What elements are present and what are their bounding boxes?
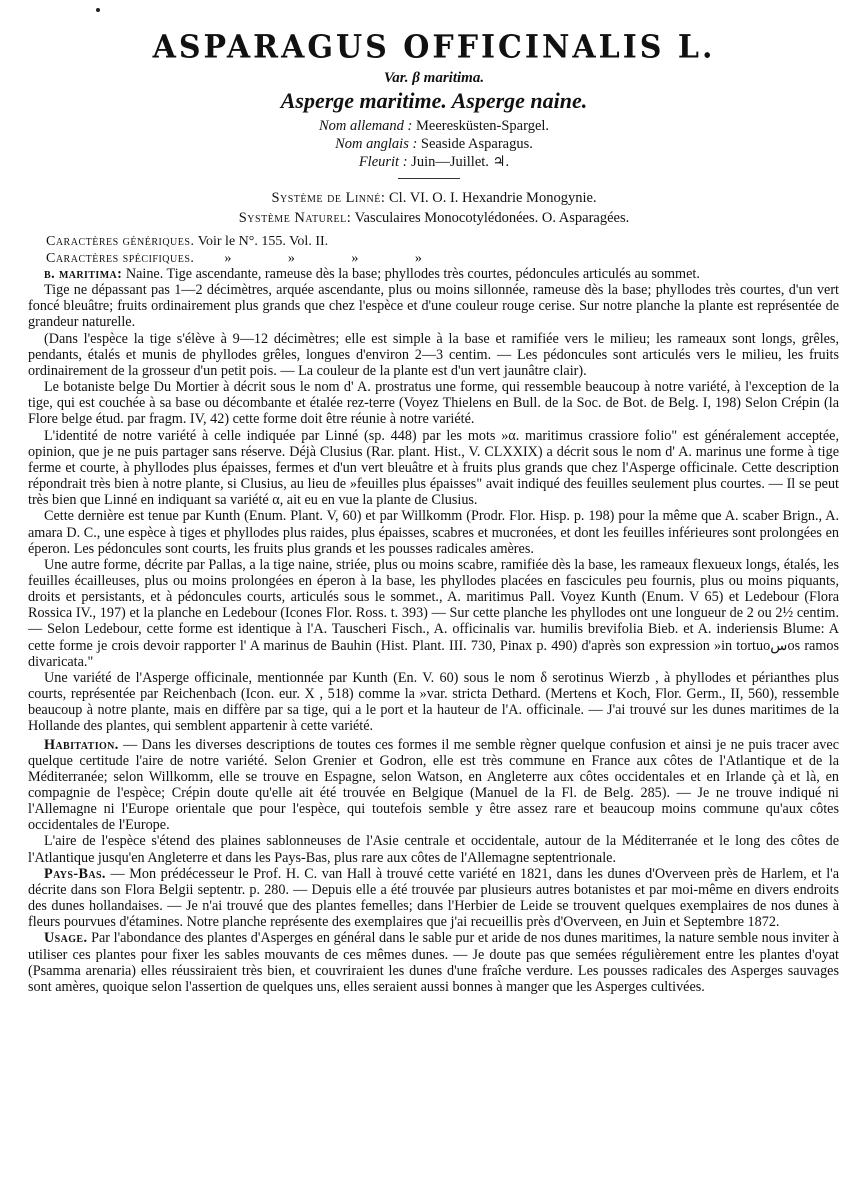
paragraph-range: L'aire de l'espèce s'étend des plaines sablonneuses de l'Asie centrale et occidentale, autour de la Méditerranée et le long des côtes de l'Atlantique jusqu'en Angleterre et dans les Pays-Bas, plus rare aux côtes de l'Allemagne septentrionale. — [28, 833, 839, 866]
generic-value: Voir le N°. 155. Vol. II. — [197, 234, 329, 249]
paragraph-species-note: (Dans l'espèce la tige s'élève à 9—12 décimètres; elle est simple à la base et ramifiée vers le milieu; les rameaux sont longs, grêles, pendants, étalés et munis de phyllodes grêles, longues d'environ 2—3 centim. — Les pédoncules sont articulés vers le milieu, les fruits ordinairement de la grosseur d'un petit pois. — La couleur de la plante est d'un vert jaunâtre clair). — [28, 330, 839, 379]
english-name-line — [0, 136, 868, 153]
flowering-value: Juin—Juillet. ♃. — [411, 154, 510, 170]
paragraph-usage — [28, 930, 839, 995]
paragraph-text: Naine. Tige ascendante, rameuse dès la base; phyllodes très courtes, pédoncules articulés au sommet. — [125, 266, 700, 282]
paragraph-linne: L'identité de notre variété à celle indiquée par Linné (sp. 448) par les mots »α. maritimus crassiore folio" est généralement acceptée, opinion, que je ne puis partager sans réserve. Déjà Clusius (Rar. plant. Hist., V. CLXXIX) a décrit sous le nom d' A. marinus une forme à tige ferme et courte, à phyllodes plus épaisses, fermes et d'un vert bleuâtre et à fruits plus grands que chez l'Asperge officinale. Cette description répondrait très bien à notre plante, si Clusius, au lieu de »feuilles plus épaisses" avait indiqué des feuilles seulement plus courtes. — Il se peut très bien que Linné en indiquant sa variété α, ait eu en vue la plante de Clusius. — [28, 427, 839, 509]
ditto-mark: » — [351, 251, 359, 266]
flowering-label: Fleurit : — [358, 154, 408, 170]
paragraph-label: Pays-Bas. — [44, 865, 106, 882]
page-mark — [96, 8, 100, 12]
specific-characters-line — [46, 251, 448, 267]
paragraph-habitation — [28, 737, 839, 834]
divider — [398, 178, 460, 179]
german-name-line — [0, 118, 868, 135]
linne-label: Système de Linné: — [271, 190, 386, 206]
paragraph-du-mortier: Le botaniste belge Du Mortier à décrit sous le nom d' A. prostratus une forme, qui ressemble beaucoup à notre variété, à l'exception de la tige, qui est couchée à sa base ou décombante et étalée rez-terre (Voyez Thielens en Bull. de la Soc. de Bot. de Belg. I, 198) Selon Crépin (la Flore belge étud. par fragm. IV, 42) cette forme doit être réunie à notre variété. — [28, 379, 839, 428]
paragraph-text: — Dans les diverses descriptions de toutes ces formes il me semble règner quelque confusion et ainsi je ne puis tracer avec quelque certitude l'aire de notre variété. Selon Grenier et Godron, elle est très commune en France aux côtes de l'Atlantique et de la Méditerranée; selon Willkomm, elle se trouve en Espagne, selon Watson, en Angleterre aux côtes occidentales et en Irlande çà et là, en compagnie de l'espèce; Crépin doute qu'elle ait été trouvée en Belgique (Manuel de la Fl. de Belg. 285). — Je ne trouve indiqué ni l'Allemagne ni l'Europe orientale que pour l'espèce, qui toutefois semble y être assez rare et beaucoup moins commune qu'aux côtes occidentales de l'Europe. — [28, 736, 839, 834]
paragraph-kunth: Cette dernière est tenue par Kunth (Enum. Plant. V, 60) et par Willkomm (Prodr. Flor. Hisp. p. 198) pour la même que A. scaber Brign., A. amara D. C., une espèce à tiges et phyllodes plus raides, plus épaisses, scabres et mucronées, et dont les feuilles inférieures sont prolongées en éperon. Les pédoncules sont courts, les fruits plus grands et les pousses radicales amères. — [28, 508, 839, 557]
specific-label: Caractères spécifiques. — [46, 251, 195, 266]
english-label: Nom anglais : — [335, 136, 418, 152]
naturel-label: Système Naturel: — [238, 210, 352, 226]
common-names: Asperge maritime. Asperge naine. — [280, 88, 588, 113]
paragraph-description: Tige ne dépassant pas 1—2 décimètres, arquée ascendante, plus ou moins sillonnée, rameuse dès la base; phyllodes très courtes, d'un vert foncé bleuâtre; fruits ordinairement plus grands que chez l'espèce et d'une couleur rouge cerise. Sur notre planche la plante est représentée de grandeur naturelle. — [28, 282, 839, 331]
german-label: Nom allemand : — [318, 118, 413, 134]
ditto-mark: » — [224, 251, 232, 266]
paragraph-pallas: Une autre forme, décrite par Pallas, a la tige naine, striée, plus ou moins scabre, ramifiée dès la base, les rameaux flexueux longs, étalés, les feuilles écailleuses, plus ou moins prolongées en éperon à la base, les phyllodes placées en fascicules peu fournis, plus ou moins piquants, droits et persistants, et à pédoncules courts, articulés sous le sommet., A. maritimus Pall. Voyez Kunth (Enum. V 65) et Ledebour (Flora Rossica IV., 197) et la planche en Ledebour (Icones Flor. Ross. t. 393) — Sur cette planche les phyllodes ont une longueur de 2 ou 2½ centim. — Selon Ledebour, cette forme est identique à l'A. Tauscheri Fisch., A. officinalis var. humilis brevifolia Bieb. et A. inderiensis Blume: A cette forme je crois devoir rapporter l' A marinus de Bauhin (Hist. Plant. III. 730, Pinax p. 490) d'après son expression »in tortuoسos ramos divaricata." — [28, 556, 839, 670]
german-value: Meeresküsten-Spargel. — [416, 118, 550, 134]
linne-system-line — [0, 190, 868, 207]
generic-characters-line — [46, 234, 328, 250]
ditto-mark: » — [287, 251, 295, 266]
paragraph-pays-bas — [28, 866, 839, 931]
paragraph-label: Usage. — [44, 930, 88, 947]
naturel-value: Vasculaires Monocotylédonées. O. Asparagées. — [354, 210, 630, 226]
variety-line: Var. β maritima. — [383, 70, 485, 86]
flowering-line — [0, 154, 868, 171]
generic-label: Caractères génériques. — [46, 234, 195, 249]
paragraph-label: Habitation. — [44, 736, 119, 753]
paragraph-diagnosis — [28, 266, 839, 282]
species-title: ASPARAGUS OFFICINALIS L. — [152, 29, 716, 66]
article-body — [28, 266, 839, 995]
paragraph-text: — Mon prédécesseur le Prof. H. C. van Hall à trouvé cette variété en 1821, dans les dunes d'Overveen près de Harlem, et l'a décrite dans son Flora Belgii septentr. p. 280. — Depuis elle a été trouvée par plusieurs autres botanistes et par moi-même en divers endroits des dunes hollandaises. — Je n'ai trouvé que des plantes femelles; dans l'Herbier de Leide se trouvent quelques exemplaires de nos dunes à fleurs pourvues d'étamines. Notre planche représente des exemplaires que j'ai recueillis près d'Overveen, en Juin et Septembre 1872. — [28, 865, 840, 931]
natural-system-line — [0, 210, 868, 227]
paragraph-serotinus: Une variété de l'Asperge officinale, mentionnée par Kunth (En. V. 60) sous le nom δ serotinus Wierzb , à phyllodes et périanthes plus courts, représentée par Reichenbach (Icon. eur. X , 518) comme la »var. stricta Dethard. (Mertens et Koch, Flor. Germ., II, 560), ressemble beaucoup à notre plante, mais en diffère par sa tige, qui a le port et la hauteur de l'A. officinale. — J'ai trouvé sur les dunes maritimes de la Hollande des plantes, qui semblent appartenir à cette variété. — [28, 669, 839, 735]
english-value: Seaside Asparagus. — [420, 136, 533, 152]
paragraph-label: β. maritima: — [44, 266, 123, 282]
paragraph-text: Par l'abondance des plantes d'Asperges en général dans le sable pur et aride de nos dunes maritimes, la nature semble nous inviter à utiliser ces plantes pour fixer les sables mouvants de ces mêmes dunes. — Je doute pas que semées régulièrement entre les plantes d'oyat (Psamma arenaria) elles réussiraient très bien, et couvriraient les dunes d'une fraîche verdure. Les pousses radicales des Asperges sauvages sont amères, quoique selon l'assertion de quelques uns, elles seraient aussi bonnes à manger que les Asperges cultivées. — [28, 930, 839, 995]
linne-value: Cl. VI. O. I. Hexandrie Monogynie. — [389, 190, 597, 206]
ditto-mark: » — [414, 251, 422, 266]
